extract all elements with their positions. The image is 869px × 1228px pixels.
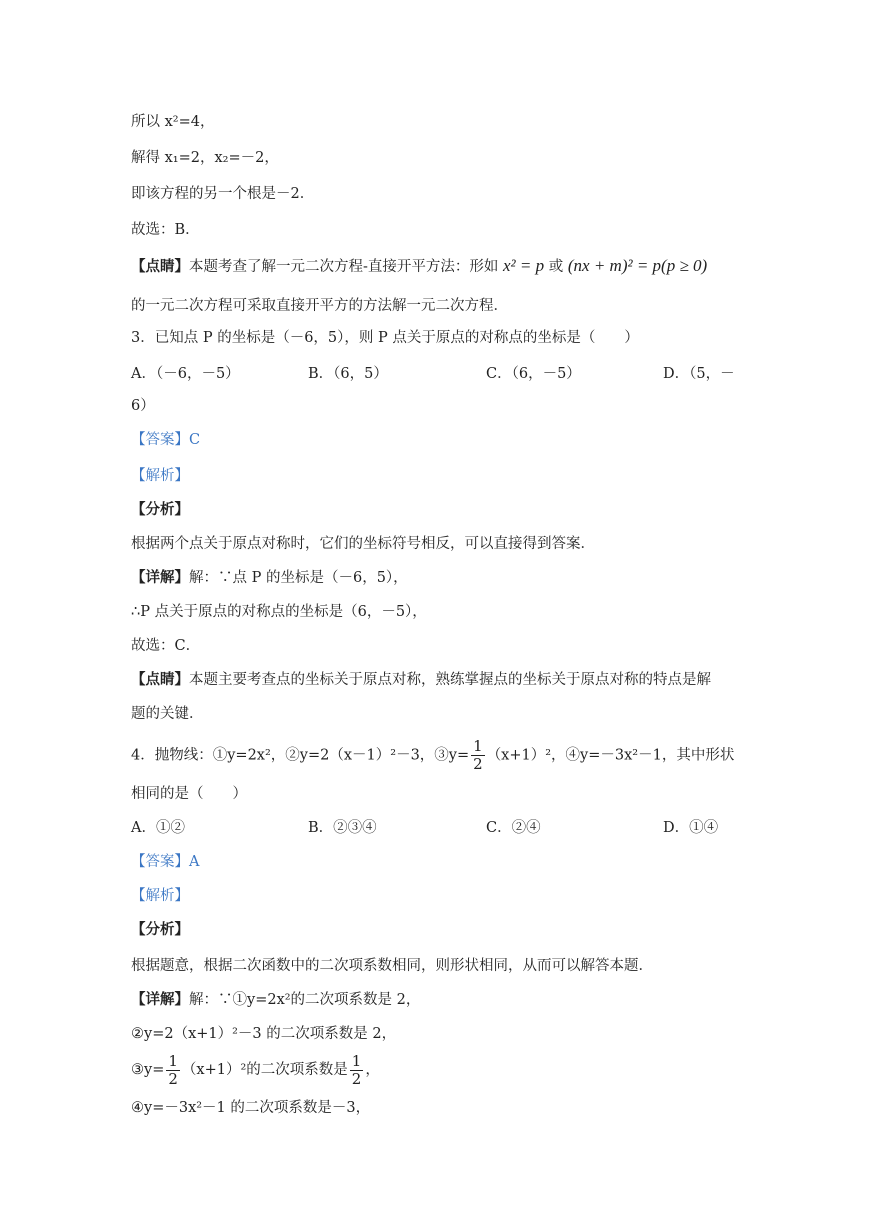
text-line: 根据两个点关于原点对称时，它们的坐标符号相反，可以直接得到答案． xyxy=(131,536,595,552)
question-3: 3．已知点 P 的坐标是（－6，5），则 P 点关于原点的对称点的坐标是（ ） xyxy=(131,330,639,346)
option-a: A．（－6，－5） xyxy=(131,366,240,382)
fraction-one-half xyxy=(166,1053,180,1088)
option-a: A．①② xyxy=(131,820,185,836)
fraction-one-half xyxy=(350,1053,364,1088)
text-line: 相同的是（ ） xyxy=(131,786,247,802)
or-word: 或 xyxy=(548,259,564,275)
explanation-label: 【解析】 xyxy=(131,468,189,484)
fraction-denominator: 2 xyxy=(351,1069,362,1088)
option-b: B．（6，5） xyxy=(308,366,388,382)
fraction-one-half xyxy=(471,738,485,773)
option-d: D．（5，－ xyxy=(663,366,735,382)
detail-line xyxy=(131,990,420,1010)
text-line: 故选：B． xyxy=(131,222,200,238)
option-c: C．（6，－5） xyxy=(486,366,581,382)
commentary-text: 本题主要考查点的坐标关于原点对称，熟练掌握点的坐标关于原点对称的特点是解 xyxy=(189,672,711,688)
text-line: 题的关键． xyxy=(131,706,204,722)
text-line: ∴P 点关于原点的对称点的坐标是（6，－5）， xyxy=(131,604,427,620)
analysis-label: 【分析】 xyxy=(131,921,189,938)
q4-text: 4．抛物线：①y=2x²，②y=2（x－1）²－3，③y= xyxy=(131,747,470,764)
answer-label: 【答案】A xyxy=(131,854,200,870)
text-line: ④y=－3x²－1 的二次项系数是－3， xyxy=(131,1100,371,1116)
option-b: B．②③④ xyxy=(308,820,377,836)
d3-text: ③y= xyxy=(131,1062,165,1078)
option-c: C．②④ xyxy=(486,820,541,836)
text-line: 所以 x²=4， xyxy=(131,114,215,130)
text-line: ②y=2（x+1）²－3 的二次项系数是 2， xyxy=(131,1026,397,1042)
option-d: D．①④ xyxy=(663,820,719,836)
text-line: 故选：C． xyxy=(131,638,201,654)
text-line: 根据题意，根据二次函数中的二次项系数相同，则形状相同，从而可以解答本题． xyxy=(131,958,653,974)
fraction-numerator: 1 xyxy=(168,1051,178,1070)
fraction-numerator: 1 xyxy=(473,737,483,755)
commentary-line xyxy=(131,670,711,690)
formula-x2-p: x² = p xyxy=(503,256,545,275)
commentary-tag: 【点睛】 xyxy=(131,671,189,688)
detail-tag: 【详解】 xyxy=(131,991,189,1008)
commentary-line xyxy=(131,256,707,277)
d3-text: （x+1）²的二次项系数是 xyxy=(181,1062,348,1078)
fraction-denominator: 2 xyxy=(473,755,483,773)
detail-line xyxy=(131,568,408,588)
fraction-numerator: 1 xyxy=(351,1051,362,1070)
commentary-tag: 【点睛】 xyxy=(131,258,189,275)
text-line: 的一元二次方程可采取直接开平方的方法解一元二次方程． xyxy=(131,298,508,314)
answer-label: 【答案】C xyxy=(131,432,201,448)
explanation-label: 【解析】 xyxy=(131,888,189,904)
text-line: 即该方程的另一个根是－2． xyxy=(131,186,315,202)
text-line-fraction xyxy=(131,1052,380,1088)
detail-text: 解：∵①y=2x²的二次项系数是 2， xyxy=(189,992,421,1008)
option-d-cont: 6） xyxy=(131,398,155,414)
question-4 xyxy=(131,738,734,773)
fraction-denominator: 2 xyxy=(168,1069,178,1088)
detail-tag: 【详解】 xyxy=(131,569,189,586)
detail-text: 解：∵点 P 的坐标是（－6，5）， xyxy=(189,570,408,586)
commentary-text: 本题考查了解一元二次方程-直接开平方法：形如 xyxy=(189,259,499,275)
analysis-label: 【分析】 xyxy=(131,501,189,518)
q4-text: （x+1）²，④y=－3x²－1，其中形状 xyxy=(486,747,735,764)
formula-nx-m: (nx + m)² = p(p ≥ 0) xyxy=(567,256,708,275)
d3-text: ， xyxy=(365,1062,380,1078)
text-line: 解得 x₁=2，x₂=－2， xyxy=(131,150,279,166)
